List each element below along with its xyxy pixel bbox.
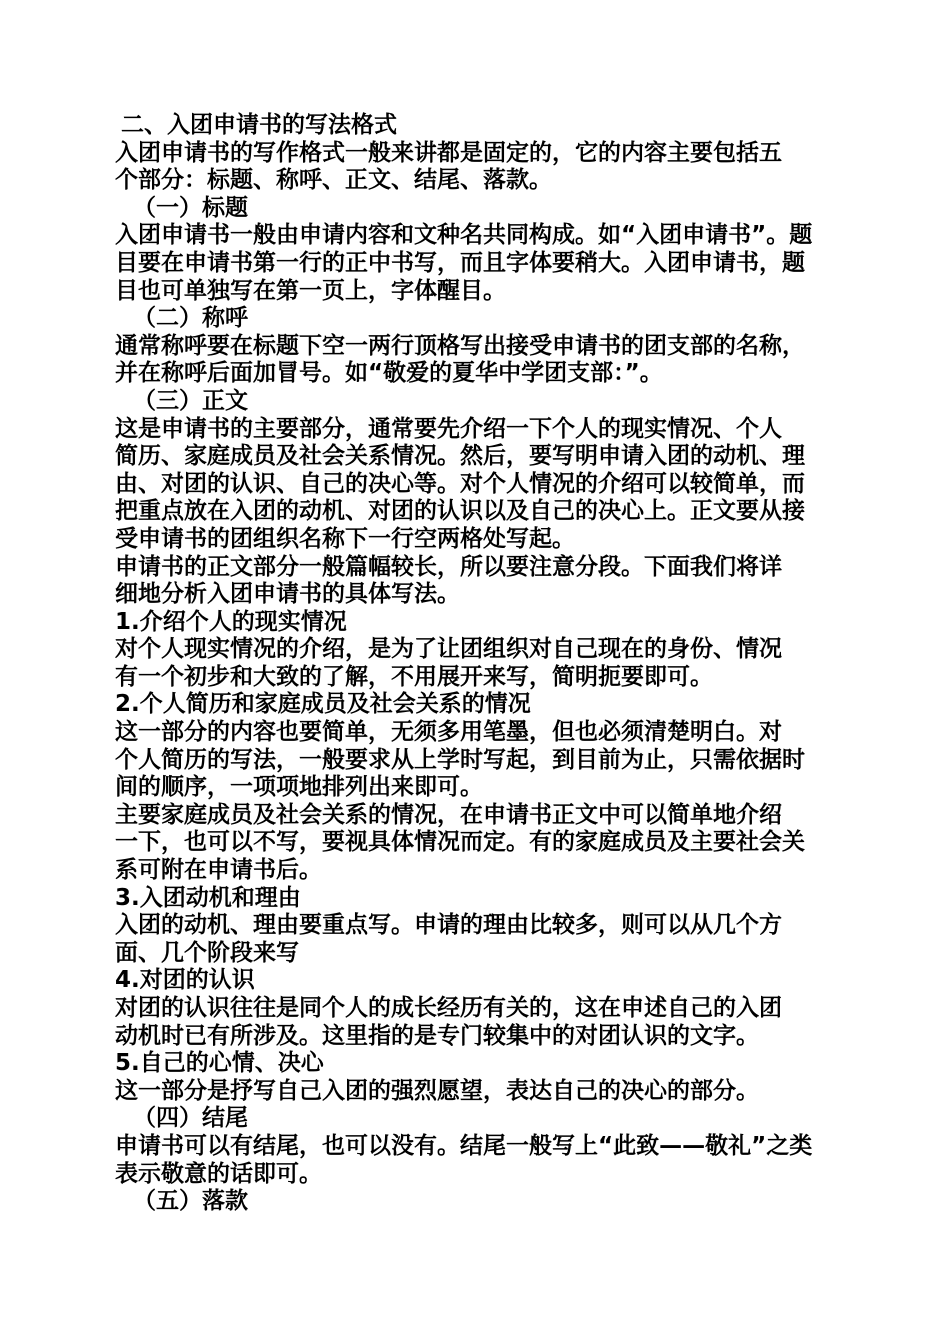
- text-line: 一下，也可以不写，要视具体情况而定。有的家庭成员及主要社会关: [115, 829, 805, 856]
- text-line: 间的顺序，一项项地排列出来即可。: [115, 774, 483, 801]
- text-line: 简历、家庭成员及社会关系情况。然后，要写明申请入团的动机、理: [115, 443, 805, 470]
- text-line: 目也可单独写在第一页上，字体醒目。: [115, 277, 506, 304]
- section-heading: （二）称呼: [133, 305, 248, 332]
- section-heading: （五）落款: [133, 1188, 248, 1215]
- text-line: 这一部分的内容也要简单，无须多用笔墨，但也必须清楚明白。对: [115, 719, 782, 746]
- text-line: 入团的动机、理由要重点写。申请的理由比较多，则可以从几个方: [115, 912, 782, 939]
- text-line: 通常称呼要在标题下空一两行顶格写出接受申请书的团支部的名称，: [115, 332, 805, 359]
- text-line: 有一个初步和大致的了解，不用展开来写，简明扼要即可。: [115, 663, 713, 690]
- section-heading: （一）标题: [133, 194, 248, 221]
- text-line: 申请书可以有结尾，也可以没有。结尾一般写上“此致——敬礼”之类: [115, 1132, 813, 1159]
- text-line: 申请书的正文部分一般篇幅较长，所以要注意分段。下面我们将详: [115, 553, 782, 580]
- text-line: 1.介绍个人的现实情况: [115, 608, 347, 635]
- text-line: 这一部分是抒写自己入团的强烈愿望，表达自己的决心的部分。: [115, 1077, 759, 1104]
- text-line: 3.入团动机和理由: [115, 884, 301, 911]
- section-heading: （四）结尾: [133, 1105, 248, 1132]
- text-line: 入团申请书的写作格式一般来讲都是固定的，它的内容主要包括五: [115, 139, 782, 166]
- text-line: 5.自己的心情、决心: [115, 1050, 324, 1077]
- text-line: 目要在申请书第一行的正中书写，而且字体要稍大。入团申请书，题: [115, 249, 805, 276]
- text-line: 细地分析入团申请书的具体写法。: [115, 581, 460, 608]
- text-line: 动机时已有所涉及。这里指的是专门较集中的对团认识的文字。: [115, 1022, 759, 1049]
- text-line: 并在称呼后面加冒号。如“敬爱的夏华中学团支部：”。: [115, 360, 663, 387]
- text-line: 受申请书的团组织名称下一行空两格处写起。: [115, 525, 575, 552]
- text-line: 这是申请书的主要部分，通常要先介绍一下个人的现实情况、个人: [115, 415, 782, 442]
- text-line: 表示敬意的话即可。: [115, 1160, 322, 1187]
- text-line: 主要家庭成员及社会关系的情况，在申请书正文中可以简单地介绍: [115, 801, 782, 828]
- text-line: 面、几个阶段来写: [115, 939, 299, 966]
- text-line: 对团的认识往往是同个人的成长经历有关的，这在申述自己的入团: [115, 995, 782, 1021]
- section-heading: （三）正文: [133, 387, 248, 414]
- text-line: 对个人现实情况的介绍，是为了让团组织对自己现在的身份、情况: [115, 636, 782, 663]
- text-line: 系可附在申请书后。: [115, 857, 322, 884]
- text-line: 把重点放在入团的动机、对团的认识以及自己的决心上。正文要从接: [115, 498, 805, 525]
- text-line: 入团申请书一般由申请内容和文种名共同构成。如“入团申请书”。题: [115, 222, 813, 249]
- text-line: 个人简历的写法，一般要求从上学时写起，到目前为止，只需依据时: [115, 746, 805, 773]
- text-line: 2.个人简历和家庭成员及社会关系的情况: [115, 691, 531, 718]
- text-line: 个部分：标题、称呼、正文、结尾、落款。: [115, 167, 552, 194]
- text-line: 4.对团的认识: [115, 967, 255, 994]
- text-line: 由、对团的认识、自己的决心等。对个人情况的介绍可以较简单，而: [115, 470, 805, 497]
- document-page: [115, 112, 840, 1216]
- document-heading: 二、入团申请书的写法格式: [121, 112, 397, 138]
